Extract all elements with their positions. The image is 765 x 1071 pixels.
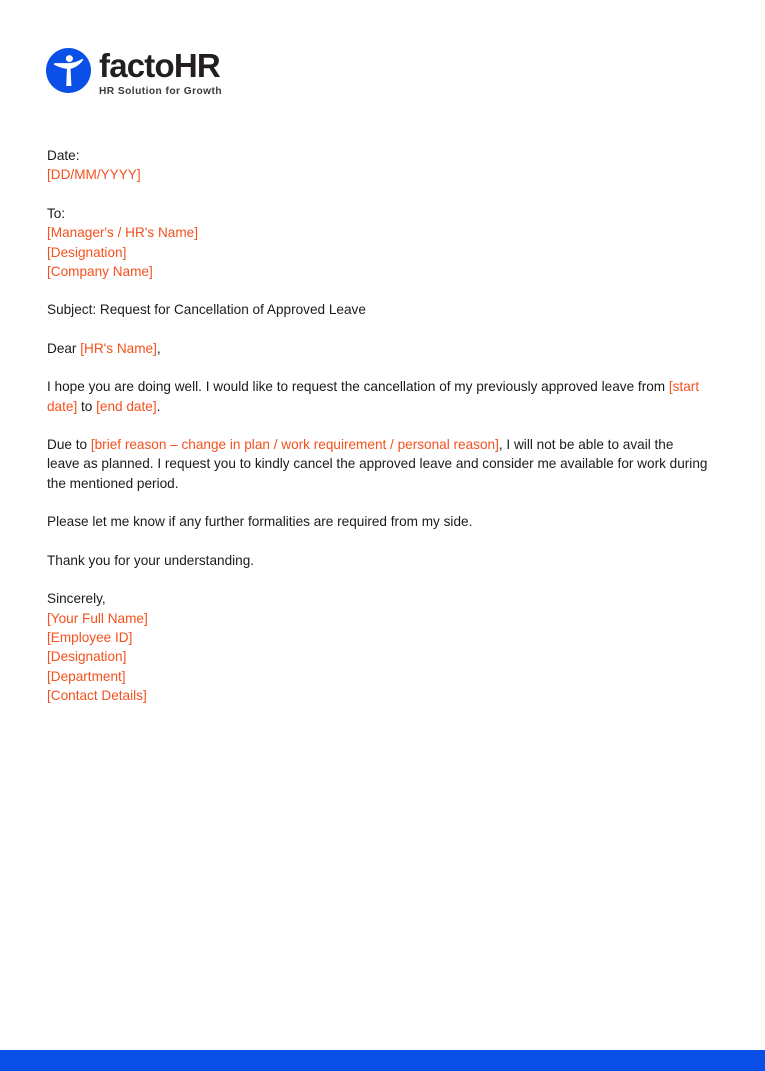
closing-text: Sincerely, <box>47 591 106 607</box>
letterhead <box>46 48 222 98</box>
signature-employee-id: [Employee ID] <box>47 629 133 645</box>
salutation-suffix: , <box>156 340 161 356</box>
paragraph-one <box>47 377 709 416</box>
to-label: To: <box>47 205 66 221</box>
salutation-placeholder: [HR's Name] <box>80 340 157 356</box>
recipient-designation: [Designation] <box>47 244 127 260</box>
letter-body <box>47 146 709 706</box>
footer-accent-bar <box>0 1050 765 1071</box>
para1-start-date: [start date] <box>47 379 700 414</box>
subject-line <box>47 300 709 319</box>
salutation-prefix: Dear <box>47 340 81 356</box>
date-value: [DD/MM/YYYY] <box>47 167 141 183</box>
recipient-block <box>47 204 709 282</box>
date-block <box>47 146 709 185</box>
factohr-logo-icon <box>46 48 91 93</box>
para1-text-b: to <box>77 398 97 414</box>
para1-end-date: [end date] <box>96 398 157 414</box>
signature-department: [Department] <box>47 668 126 684</box>
para2-reason-placeholder: [brief reason – change in plan / work requirement / personal reason] <box>90 437 499 453</box>
logo-text-group <box>99 48 222 98</box>
recipient-company: [Company Name] <box>47 264 153 280</box>
signature-designation: [Designation] <box>47 649 127 665</box>
logo-tagline: HR Solution for Growth <box>99 86 223 97</box>
signature-name: [Your Full Name] <box>47 610 148 626</box>
paragraph-three: Please let me know if any further formalities are required from my side. <box>47 514 473 530</box>
paragraph-four: Thank you for your understanding. <box>47 552 255 568</box>
signature-block <box>47 589 709 705</box>
recipient-name: [Manager's / HR's Name] <box>47 225 198 241</box>
subject-text: Subject: Request for Cancellation of Approved Leave <box>47 302 366 318</box>
date-label: Date: <box>47 148 80 163</box>
para1-text-c: . <box>156 398 161 414</box>
paragraph-two <box>47 435 709 493</box>
para2-text-b: , I will not be able to avail the leave as planned. I request you to kindly cancel the approved leave and consider me available for work during the mentioned period. <box>47 437 708 491</box>
signature-contact: [Contact Details] <box>47 688 147 704</box>
para2-text-a: Due to <box>47 437 91 453</box>
salutation <box>47 339 709 358</box>
para1-text-a: I hope you are doing well. I would like to request the cancellation of my previously approved leave from <box>47 379 669 395</box>
logo-wordmark: factoHR <box>99 47 220 84</box>
